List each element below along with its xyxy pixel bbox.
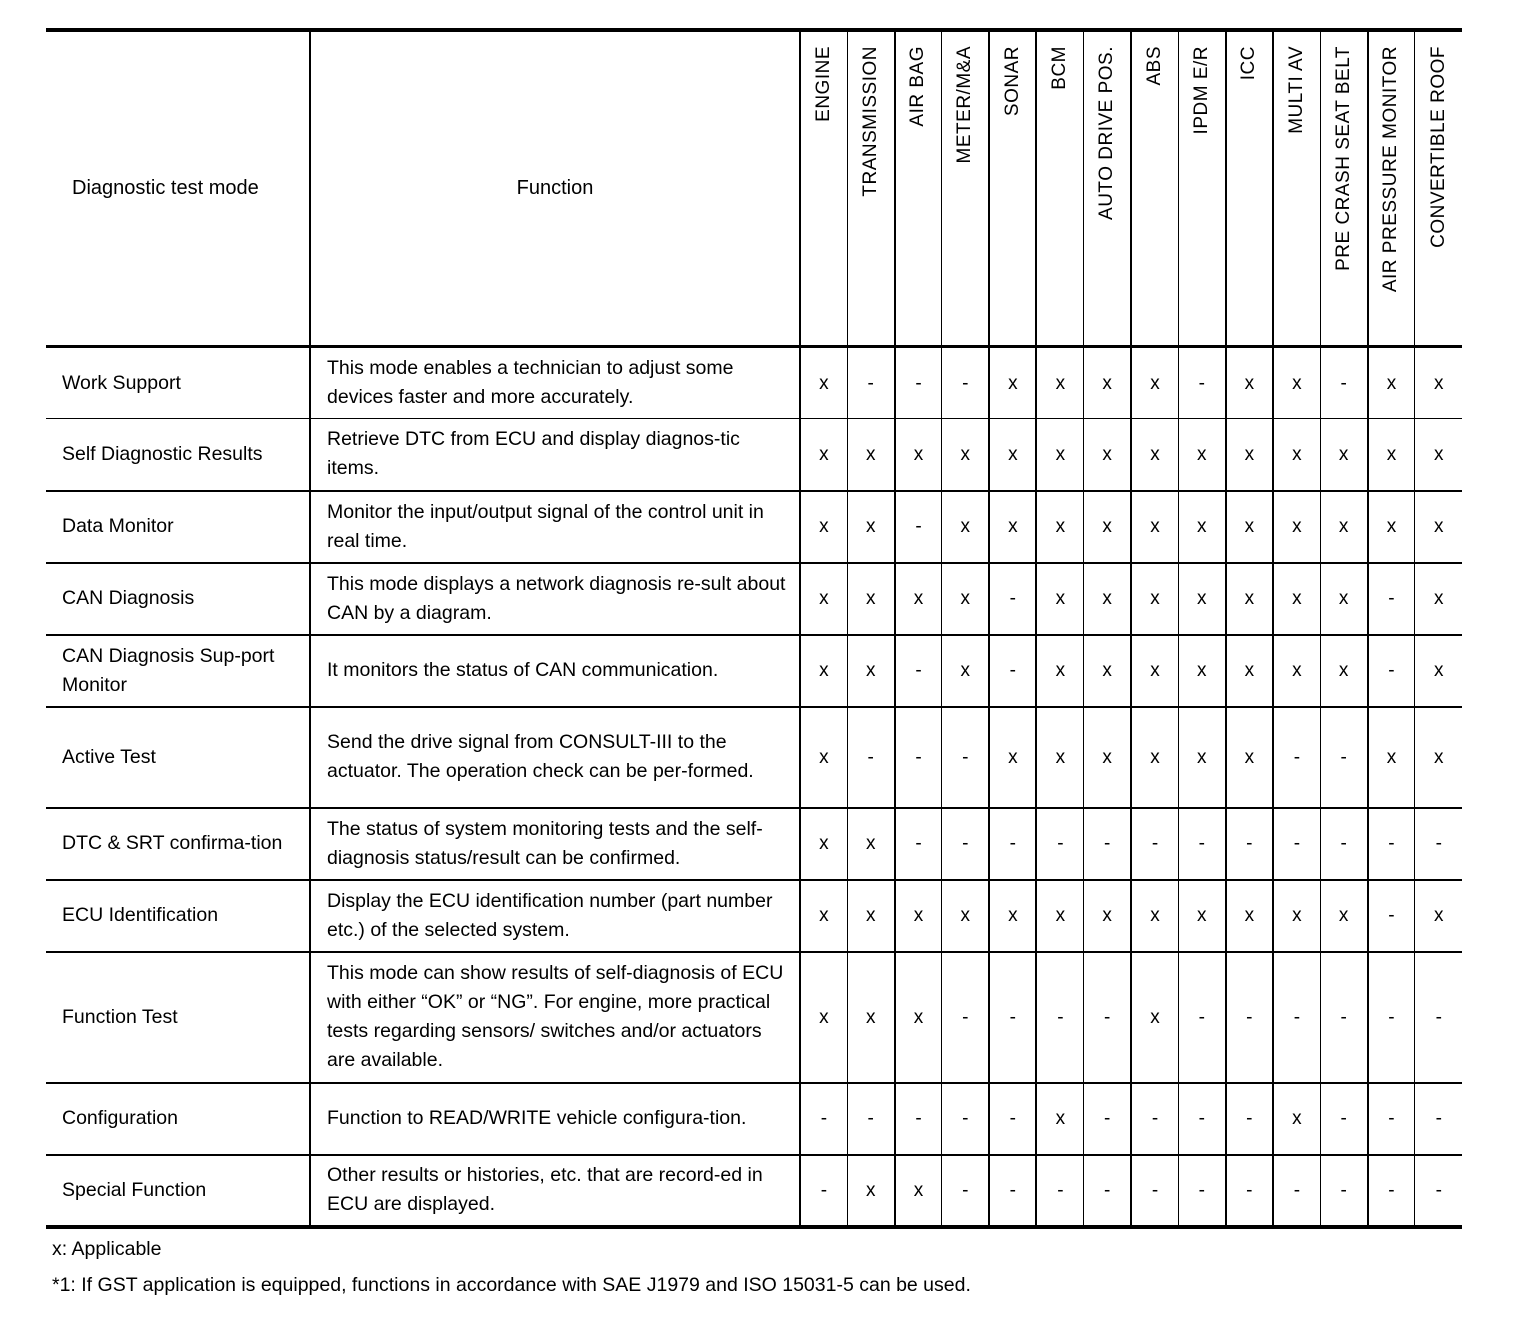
applicability-cell: - <box>1273 952 1320 1083</box>
mode-cell: DTC & SRT confirma-tion <box>46 808 310 880</box>
header-system-sonar <box>989 32 1036 347</box>
applicability-cell: x <box>1273 635 1320 707</box>
system-label: IPDM E/R <box>1190 46 1212 135</box>
applicability-cell: - <box>1084 808 1131 880</box>
applicability-cell: x <box>1036 635 1083 707</box>
mode-cell: Self Diagnostic Results <box>46 419 310 491</box>
legend-note: x: Applicable <box>52 1238 162 1260</box>
header-system-transmission <box>847 32 894 347</box>
table-row-dtc-srt-confirma-tion <box>46 808 1462 880</box>
applicability-cell: - <box>989 1083 1036 1155</box>
applicability-cell: x <box>1178 707 1225 808</box>
applicability-cell: - <box>1226 1155 1273 1227</box>
mode-cell: ECU Identification <box>46 880 310 952</box>
applicability-cell: x <box>989 707 1036 808</box>
applicability-cell: - <box>800 1083 847 1155</box>
mode-cell: CAN Diagnosis <box>46 563 310 635</box>
applicability-cell: x <box>989 880 1036 952</box>
applicability-cell: x <box>800 808 847 880</box>
applicability-cell: x <box>895 1155 942 1227</box>
applicability-cell: - <box>1415 952 1462 1083</box>
header-system-meter-m-a <box>942 32 989 347</box>
applicability-cell: x <box>847 1155 894 1227</box>
mode-cell: Active Test <box>46 707 310 808</box>
applicability-cell: x <box>1226 419 1273 491</box>
function-cell: Send the drive signal from CONSULT-III to the actuator. The operation check can be per-formed. <box>310 707 800 808</box>
applicability-cell: x <box>1320 635 1367 707</box>
applicability-cell: - <box>942 347 989 419</box>
function-cell: Display the ECU identification number (part number etc.) of the selected system. <box>310 880 800 952</box>
applicability-cell: - <box>989 563 1036 635</box>
applicability-cell: - <box>1368 1083 1415 1155</box>
applicability-cell: - <box>1415 808 1462 880</box>
applicability-cell: - <box>1131 1083 1178 1155</box>
system-label: AIR PRESSURE MONITOR <box>1380 46 1402 293</box>
applicability-cell: - <box>1273 707 1320 808</box>
applicability-cell: - <box>895 635 942 707</box>
applicability-cell: x <box>989 491 1036 563</box>
applicability-cell: x <box>895 880 942 952</box>
applicability-cell: - <box>942 952 989 1083</box>
applicability-cell: x <box>1415 419 1462 491</box>
system-label: ABS <box>1143 46 1165 86</box>
applicability-cell: - <box>1368 880 1415 952</box>
applicability-cell: x <box>1226 491 1273 563</box>
applicability-cell: x <box>1415 880 1462 952</box>
applicability-cell: x <box>847 419 894 491</box>
applicability-cell: x <box>1320 419 1367 491</box>
applicability-cell: x <box>1131 880 1178 952</box>
applicability-cell: - <box>1178 952 1225 1083</box>
applicability-cell: x <box>800 563 847 635</box>
applicability-cell: x <box>800 880 847 952</box>
applicability-cell: x <box>800 491 847 563</box>
applicability-cell: x <box>1036 491 1083 563</box>
applicability-cell: - <box>1320 347 1367 419</box>
applicability-cell: - <box>847 707 894 808</box>
applicability-cell: x <box>847 563 894 635</box>
applicability-cell: x <box>942 491 989 563</box>
table-row-active-test <box>46 707 1462 808</box>
applicability-cell: x <box>847 491 894 563</box>
applicability-cell: x <box>1131 419 1178 491</box>
applicability-cell: - <box>1320 707 1367 808</box>
header-system-engine <box>800 32 847 347</box>
applicability-cell: - <box>800 1155 847 1227</box>
applicability-cell: - <box>1273 808 1320 880</box>
header-system-bcm <box>1036 32 1083 347</box>
applicability-cell: x <box>1036 707 1083 808</box>
system-label: MULTI AV <box>1285 46 1307 134</box>
applicability-cell: - <box>1036 808 1083 880</box>
applicability-cell: - <box>942 1083 989 1155</box>
applicability-cell: x <box>1368 491 1415 563</box>
applicability-cell: - <box>989 635 1036 707</box>
header-function: Function <box>310 32 800 347</box>
applicability-cell: x <box>1178 419 1225 491</box>
system-label: CONVERTIBLE ROOF <box>1427 46 1449 248</box>
applicability-cell: x <box>1273 419 1320 491</box>
applicability-cell: x <box>895 563 942 635</box>
applicability-cell: x <box>942 419 989 491</box>
applicability-cell: x <box>1178 880 1225 952</box>
applicability-cell: - <box>1084 1083 1131 1155</box>
applicability-cell: x <box>847 635 894 707</box>
header-system-auto-drive-pos <box>1084 32 1131 347</box>
applicability-cell: - <box>1320 952 1367 1083</box>
applicability-cell: - <box>1178 1155 1225 1227</box>
applicability-cell: - <box>895 491 942 563</box>
applicability-cell: x <box>895 419 942 491</box>
applicability-cell: x <box>1226 347 1273 419</box>
applicability-cell: x <box>1226 707 1273 808</box>
header-system-air-bag <box>895 32 942 347</box>
applicability-cell: - <box>1036 1155 1083 1227</box>
table-row-special-function <box>46 1155 1462 1227</box>
function-cell: This mode enables a technician to adjust some devices faster and more accurately. <box>310 347 800 419</box>
applicability-cell: - <box>847 347 894 419</box>
header-system-icc <box>1226 32 1273 347</box>
applicability-cell: x <box>1273 563 1320 635</box>
system-label: SONAR <box>1001 46 1023 117</box>
applicability-cell: x <box>1084 880 1131 952</box>
table-row-work-support <box>46 347 1462 419</box>
system-label: BCM <box>1049 46 1071 90</box>
applicability-cell: x <box>942 563 989 635</box>
mode-cell: Function Test <box>46 952 310 1083</box>
applicability-cell: - <box>1368 563 1415 635</box>
function-cell: Other results or histories, etc. that are record-ed in ECU are displayed. <box>310 1155 800 1227</box>
applicability-cell: x <box>1131 952 1178 1083</box>
applicability-cell: x <box>1273 880 1320 952</box>
system-label: ENGINE <box>812 46 834 122</box>
mode-cell: Configuration <box>46 1083 310 1155</box>
applicability-cell: x <box>1226 880 1273 952</box>
table-row-function-test <box>46 952 1462 1083</box>
applicability-cell: - <box>1084 952 1131 1083</box>
applicability-cell: x <box>847 880 894 952</box>
mode-cell: Work Support <box>46 347 310 419</box>
applicability-cell: - <box>1320 808 1367 880</box>
applicability-cell: x <box>800 707 847 808</box>
applicability-cell: x <box>1131 707 1178 808</box>
table-notes <box>52 1236 971 1308</box>
applicability-cell: x <box>1415 491 1462 563</box>
applicability-cell: x <box>1368 419 1415 491</box>
system-label: PRE CRASH SEAT BELT <box>1332 46 1354 271</box>
applicability-cell: x <box>1368 707 1415 808</box>
system-label: AIR BAG <box>907 46 929 127</box>
applicability-cell: - <box>1178 808 1225 880</box>
applicability-cell: x <box>942 880 989 952</box>
applicability-cell: - <box>1084 1155 1131 1227</box>
applicability-cell: x <box>1415 707 1462 808</box>
header-system-multi-av <box>1273 32 1320 347</box>
applicability-cell: - <box>1226 1083 1273 1155</box>
applicability-cell: - <box>1320 1155 1367 1227</box>
table-row-can-diagnosis-sup-port-monitor <box>46 635 1462 707</box>
applicability-cell: - <box>1368 808 1415 880</box>
applicability-cell: x <box>1226 635 1273 707</box>
applicability-cell: x <box>1084 419 1131 491</box>
applicability-cell: - <box>1226 952 1273 1083</box>
applicability-cell: - <box>989 808 1036 880</box>
applicability-cell: x <box>800 635 847 707</box>
header-system-convertible-roof <box>1415 32 1462 347</box>
applicability-cell: x <box>1131 563 1178 635</box>
applicability-cell: x <box>1415 563 1462 635</box>
applicability-cell: x <box>1320 491 1367 563</box>
applicability-cell: x <box>1036 419 1083 491</box>
applicability-cell: - <box>942 1155 989 1227</box>
applicability-cell: x <box>1273 347 1320 419</box>
applicability-cell: x <box>1273 491 1320 563</box>
applicability-cell: - <box>847 1083 894 1155</box>
function-cell: Retrieve DTC from ECU and display diagnos-tic items. <box>310 419 800 491</box>
applicability-cell: - <box>989 952 1036 1083</box>
applicability-cell: x <box>1084 347 1131 419</box>
table-row-configuration <box>46 1083 1462 1155</box>
applicability-cell: x <box>847 952 894 1083</box>
applicability-cell: - <box>1226 808 1273 880</box>
applicability-cell: x <box>1131 347 1178 419</box>
applicability-cell: - <box>895 808 942 880</box>
header-system-air-pressure-monitor <box>1368 32 1415 347</box>
applicability-cell: - <box>942 707 989 808</box>
applicability-cell: x <box>1320 880 1367 952</box>
applicability-cell: x <box>1273 1083 1320 1155</box>
function-cell: Function to READ/WRITE vehicle configura-tion. <box>310 1083 800 1155</box>
applicability-cell: - <box>942 808 989 880</box>
applicability-cell: x <box>1036 563 1083 635</box>
system-label: TRANSMISSION <box>859 46 881 197</box>
header-diagnostic-test-mode: Diagnostic test mode <box>46 32 310 347</box>
header-system-ipdm-e-r <box>1178 32 1225 347</box>
applicability-cell: - <box>1415 1155 1462 1227</box>
applicability-cell: - <box>1131 1155 1178 1227</box>
function-cell: Monitor the input/output signal of the control unit in real time. <box>310 491 800 563</box>
applicability-cell: x <box>1368 347 1415 419</box>
applicability-cell: - <box>1178 347 1225 419</box>
applicability-cell: x <box>1178 491 1225 563</box>
applicability-cell: - <box>1415 1083 1462 1155</box>
applicability-cell: - <box>895 347 942 419</box>
applicability-cell: - <box>1036 952 1083 1083</box>
applicability-cell: x <box>989 419 1036 491</box>
system-label: METER/M&A <box>954 46 976 164</box>
applicability-cell: x <box>989 347 1036 419</box>
table-row-can-diagnosis <box>46 563 1462 635</box>
table-row-ecu-identification <box>46 880 1462 952</box>
applicability-cell: x <box>1036 1083 1083 1155</box>
applicability-cell: x <box>1084 707 1131 808</box>
applicability-cell: x <box>1084 635 1131 707</box>
applicability-cell: - <box>989 1155 1036 1227</box>
applicability-cell: x <box>1131 635 1178 707</box>
applicability-cell: - <box>1131 808 1178 880</box>
applicability-cell: x <box>800 347 847 419</box>
function-cell: The status of system monitoring tests and the self-diagnosis status/result can be confirmed. <box>310 808 800 880</box>
header-row <box>46 32 1462 347</box>
applicability-cell: x <box>1036 347 1083 419</box>
applicability-cell: x <box>895 952 942 1083</box>
system-label: AUTO DRIVE POS. <box>1096 46 1118 220</box>
applicability-cell: x <box>800 952 847 1083</box>
footnote: *1: If GST application is equipped, functions in accordance with SAE J1979 and ISO 15031-5 can be used. <box>52 1274 971 1296</box>
applicability-cell: x <box>1036 880 1083 952</box>
table-body <box>46 347 1462 1227</box>
applicability-cell: x <box>1131 491 1178 563</box>
mode-cell: Special Function <box>46 1155 310 1227</box>
applicability-table <box>46 32 1462 1229</box>
header-system-abs <box>1131 32 1178 347</box>
applicability-cell: x <box>800 419 847 491</box>
applicability-cell: x <box>1084 491 1131 563</box>
applicability-cell: x <box>1178 635 1225 707</box>
function-cell: This mode can show results of self-diagnosis of ECU with either “OK” or “NG”. For engine, more practical tests regarding sensors/ switches and/or actuators are available. <box>310 952 800 1083</box>
applicability-cell: x <box>942 635 989 707</box>
applicability-cell: - <box>1368 635 1415 707</box>
applicability-cell: x <box>1415 347 1462 419</box>
mode-cell: CAN Diagnosis Sup-port Monitor <box>46 635 310 707</box>
header-system-pre-crash-seat-belt <box>1320 32 1367 347</box>
table-row-data-monitor <box>46 491 1462 563</box>
table-row-self-diagnostic-results <box>46 419 1462 491</box>
applicability-cell: x <box>1178 563 1225 635</box>
system-label: ICC <box>1238 46 1260 81</box>
applicability-cell: - <box>1368 1155 1415 1227</box>
function-cell: It monitors the status of CAN communication. <box>310 635 800 707</box>
applicability-cell: x <box>1084 563 1131 635</box>
applicability-cell: - <box>895 1083 942 1155</box>
applicability-cell: x <box>1320 563 1367 635</box>
applicability-cell: - <box>1273 1155 1320 1227</box>
applicability-cell: x <box>1226 563 1273 635</box>
applicability-cell: x <box>847 808 894 880</box>
applicability-cell: - <box>1178 1083 1225 1155</box>
mode-cell: Data Monitor <box>46 491 310 563</box>
applicability-cell: - <box>1320 1083 1367 1155</box>
applicability-cell: - <box>895 707 942 808</box>
applicability-cell: - <box>1368 952 1415 1083</box>
function-cell: This mode displays a network diagnosis re-sult about CAN by a diagram. <box>310 563 800 635</box>
applicability-cell: x <box>1415 635 1462 707</box>
